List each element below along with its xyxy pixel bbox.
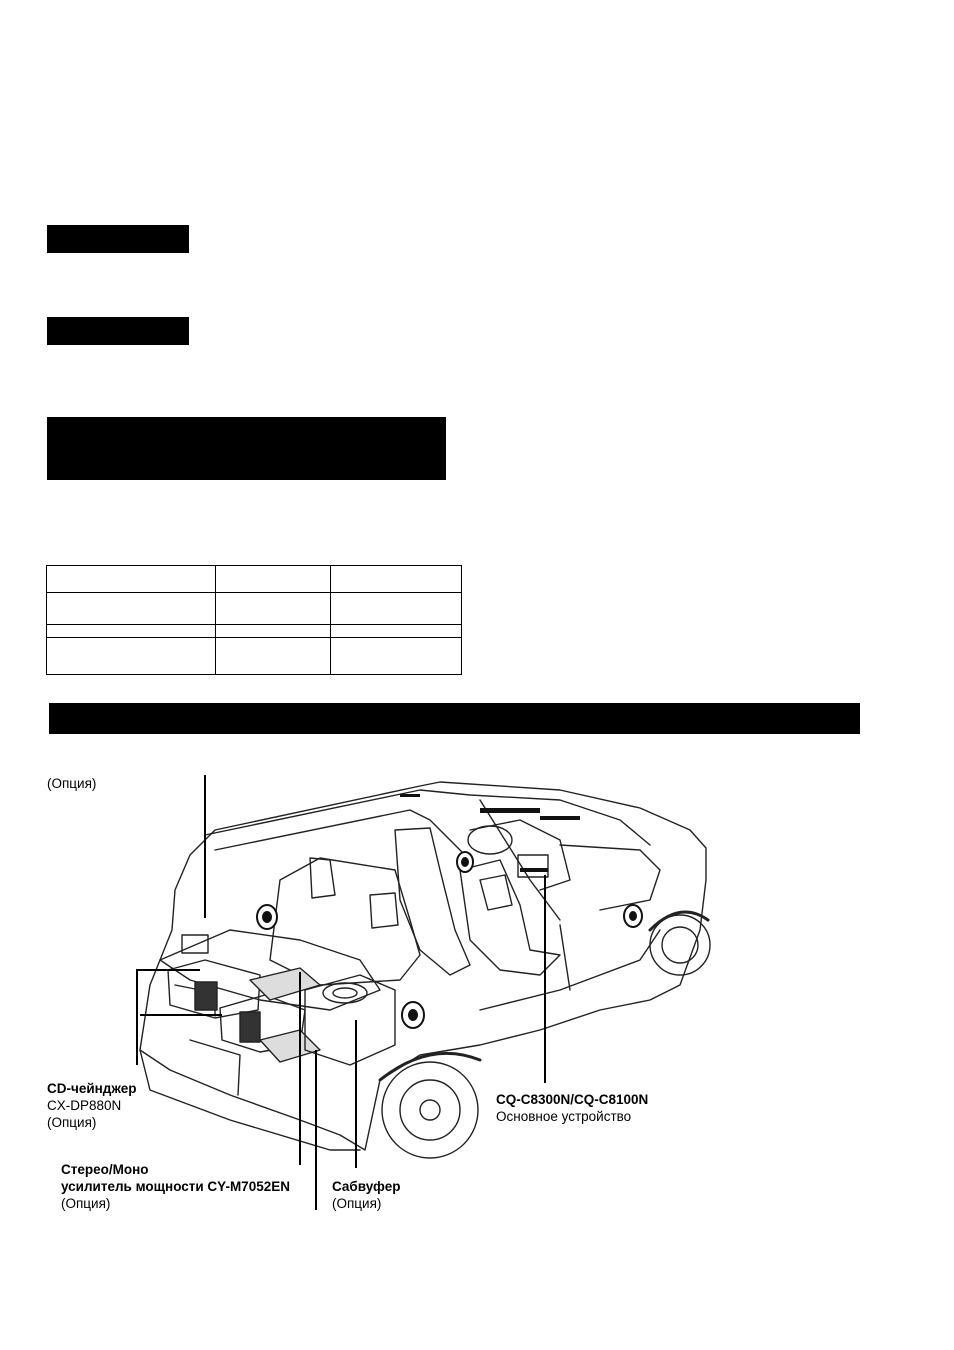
cd-changer-option: (Опция) <box>47 1115 97 1130</box>
cd-changer-model: CX-DP880N <box>47 1098 122 1113</box>
cd-changer-label <box>47 1080 137 1131</box>
main-unit-subtitle: Основное устройство <box>496 1109 632 1124</box>
amplifier-title-line1: Стерео/Моно <box>61 1162 149 1177</box>
amplifier-title-line2: усилитель мощности CY-M7052EN <box>61 1179 290 1194</box>
top-option-label <box>47 775 96 792</box>
main-unit-title: CQ-C8300N/CQ-C8100N <box>496 1092 649 1107</box>
amplifier-box <box>250 968 320 1000</box>
main-unit-label <box>496 1091 648 1125</box>
amplifier-label <box>61 1161 290 1212</box>
subwoofer-label <box>332 1178 400 1212</box>
amplifier-option: (Опция) <box>61 1196 111 1211</box>
front-wheel <box>650 915 710 975</box>
cd-changer-title: CD-чейнджер <box>47 1081 137 1096</box>
top-option-text: (Опция) <box>47 776 97 791</box>
subwoofer-title: Сабвуфер <box>332 1179 401 1194</box>
subwoofer-option: (Опция) <box>332 1196 382 1211</box>
rear-wheel <box>382 1062 478 1158</box>
